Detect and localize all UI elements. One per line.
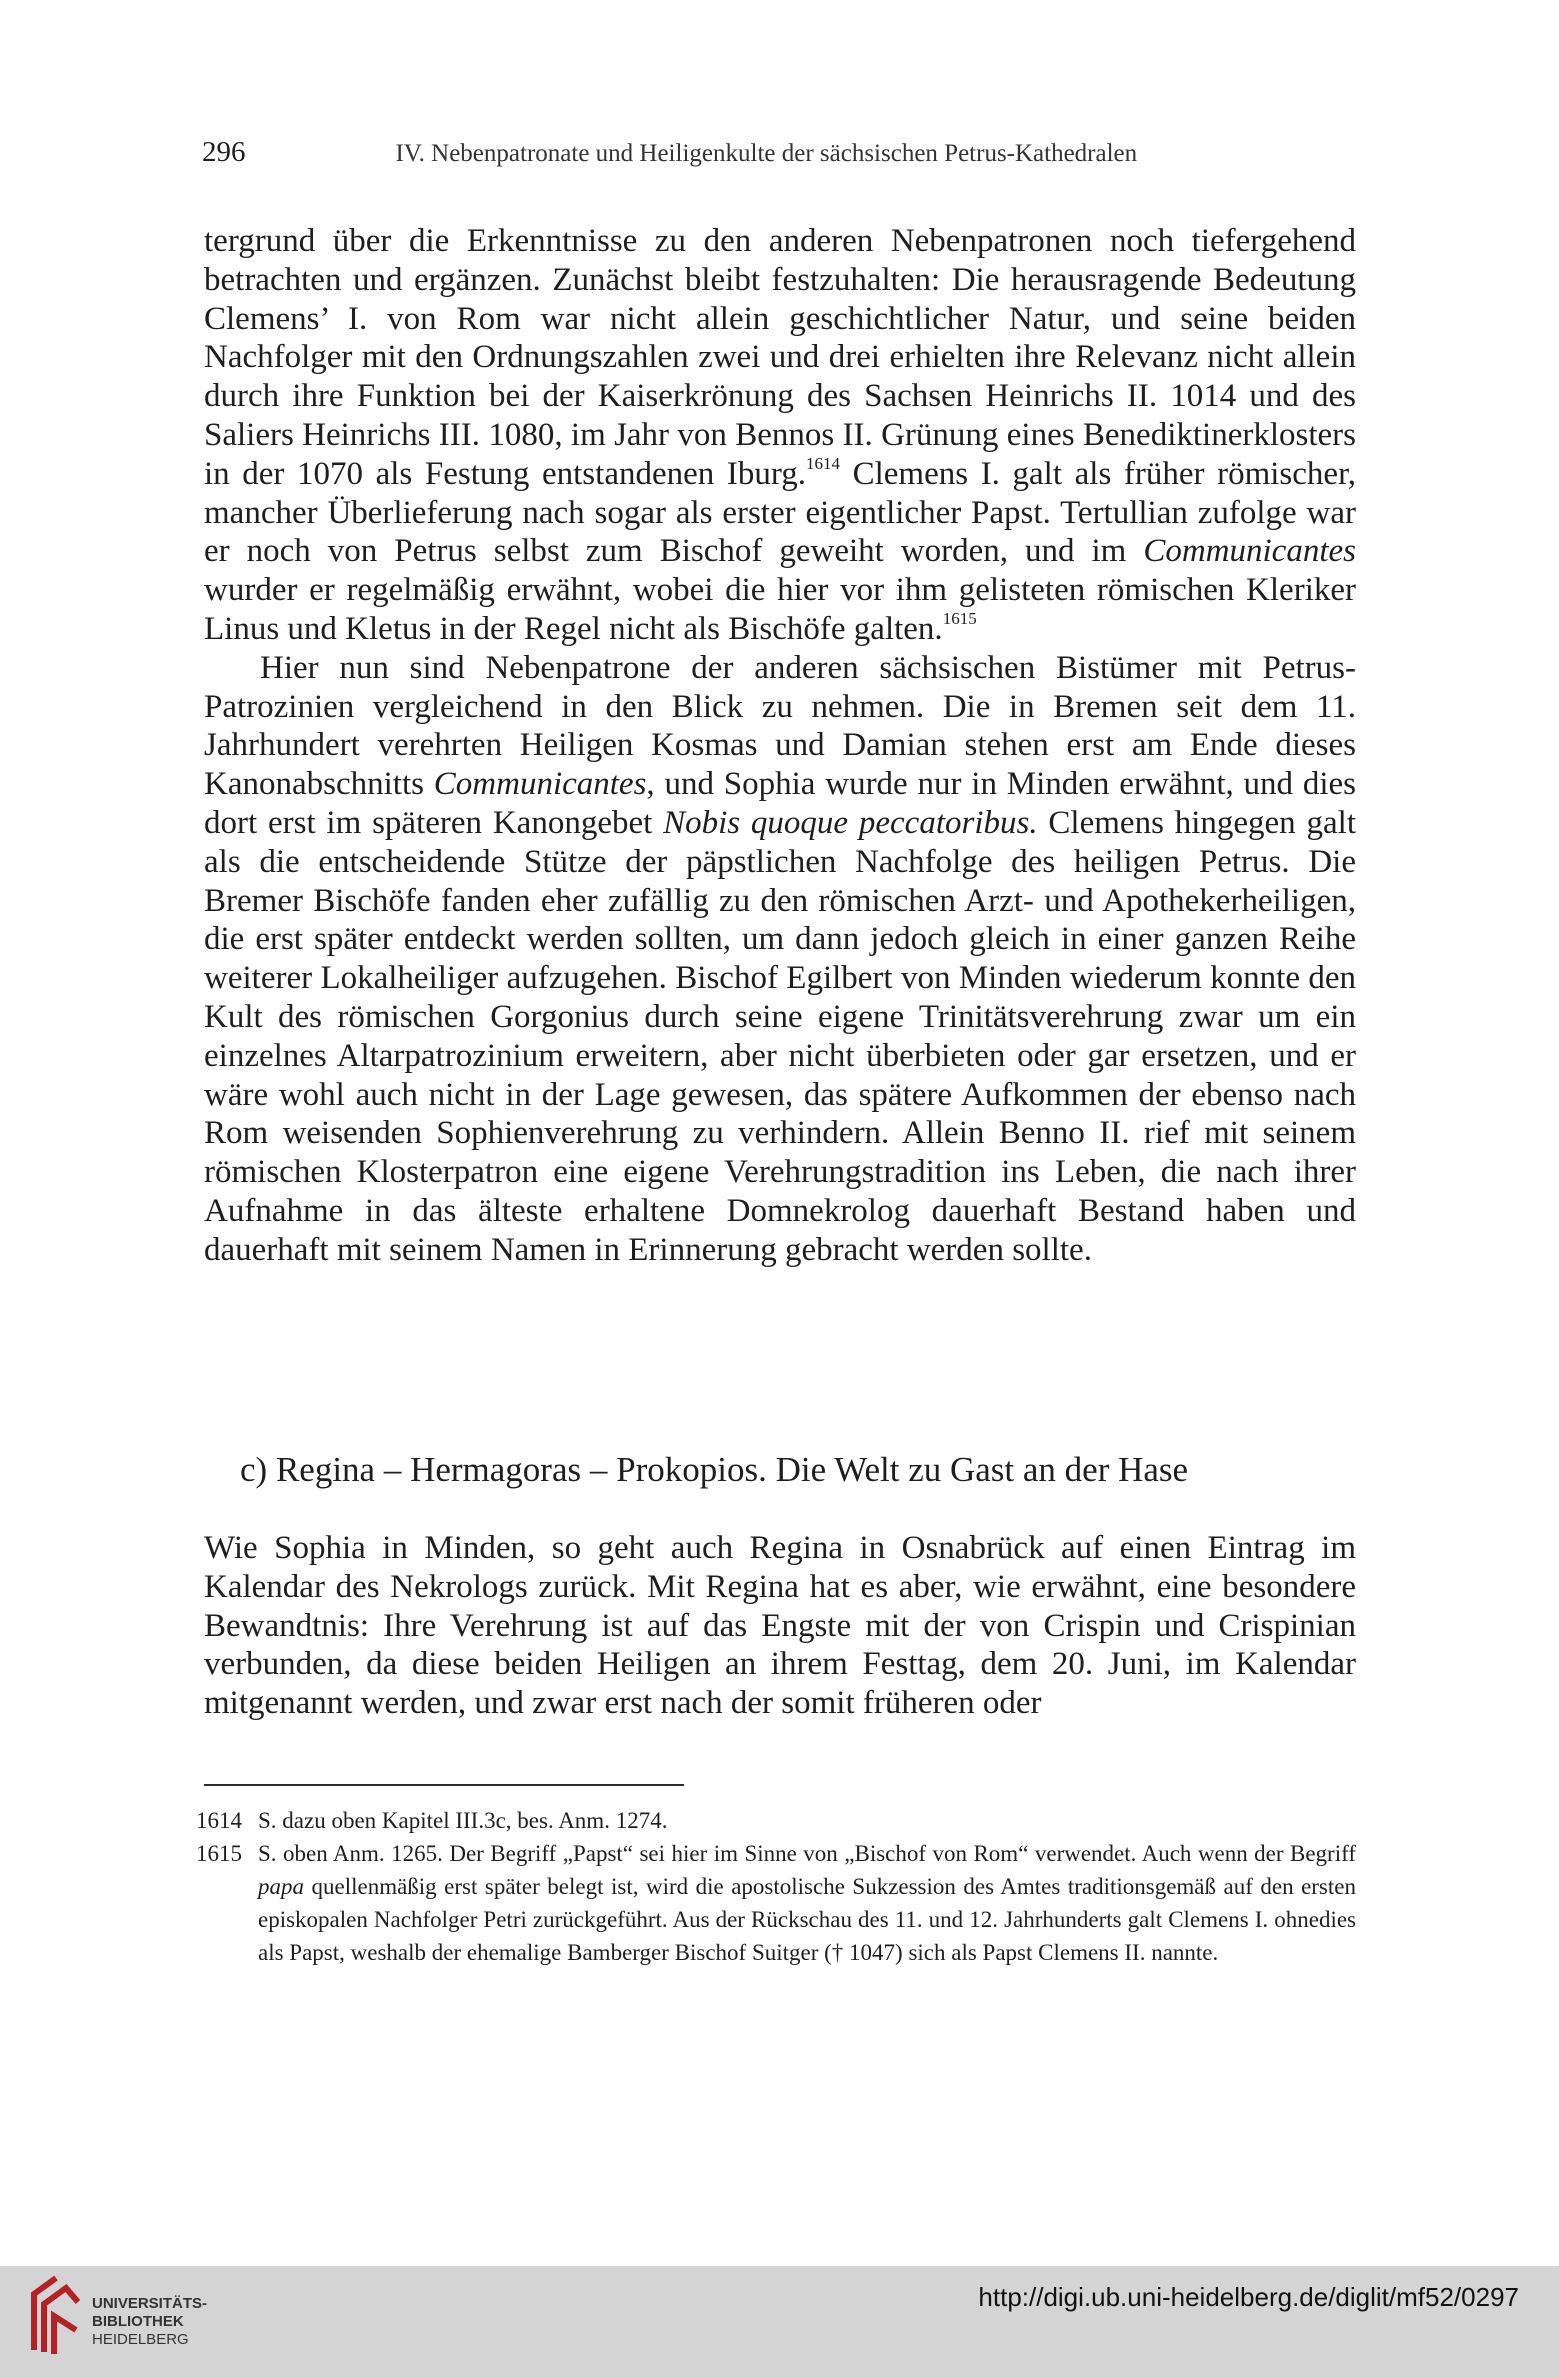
footnote-text: S. dazu oben Kapitel III.3c, bes. Anm. 1274. (258, 1808, 668, 1833)
library-name-line: HEIDELBERG (92, 2331, 189, 2348)
paragraph-text: wurder er regelmäßig erwähnt, wobei die hier vor ihm gelisteten römischen Kleriker Linus und Kletus in der Regel nicht als Bischöfe galten. (204, 572, 1356, 647)
section-heading: c) Regina – Hermagoras – Prokopios. Die Welt zu Gast an der Hase (240, 1450, 1189, 1489)
italic-term: papa (258, 1874, 304, 1899)
library-name-line: BIBLIOTHEK (92, 2313, 184, 2330)
footnote-number: 1615 (196, 1841, 242, 1866)
footnotes (196, 1804, 1356, 1969)
page-number: 296 (202, 136, 246, 168)
italic-term: Communicantes (433, 766, 647, 803)
footnote-ref-1614[interactable]: 1614 (806, 453, 840, 473)
footnote-number: 1614 (196, 1808, 242, 1833)
footnote-1614 (196, 1804, 1356, 1837)
paragraph-text: Hier nun sind Nebenpatrone der anderen sächsischen Bistümer mit Petrus-Patrozinien vergleichend in den Blick zu nehmen. Die in Bremen seit dem 11. Jahrhundert verehrten Heiligen Kosmas und Damian stehen erst am Ende dieses Kanonabschnitts (204, 649, 1356, 803)
running-head: IV. Nebenpatronate und Heiligenkulte der sächsischen Petrus-Kathedralen (395, 140, 1138, 167)
footnote-text-part: quellenmäßig erst später belegt ist, wird die apostolische Sukzession des Amtes traditionsgemäß auf den ersten episkopalen Nachfolger Petri zurückgeführt. Aus der Rückschau des 11. und 12. Jahrhunderts galt Clemens I. ohnedies als Papst, weshalb der ehemalige Bamberger Bischof Suitger († 1047) sich als Papst Clemens II. nannte. (258, 1874, 1356, 1965)
paragraph-text: Clemens hingegen galt als die entscheidende Stütze der päpstlichen Nachfolge des heiligen Petrus. Die Bremer Bischöfe fanden eher zufällig zu den römischen Arzt- und Apothekerheiligen, die erst später entdeckt werden sollten, um dann jedoch gleich in einer ganzen Reihe weiterer Lokalheiliger aufzugehen. Bischof Egilbert von Minden wiederum konnte den Kult des römischen Gorgonius durch seine eigene Trinitätsverehrung zwar um ein einzelnes Altarpatrozinium erweitern, aber nicht überbieten oder gar ersetzen, und er wäre wohl auch nicht in der Lage gewesen, das spätere Aufkommen der ebenso nach Rom weisenden Sophienverehrung zu verhindern. Allein Benno II. rief mit seinem römischen Klosterpatron eine eigene Verehrungstradition ins Leben, die nach ihrer Aufnahme in das älteste erhaltene Domnekrolog dauerhaft Bestand haben und dauerhaft mit seinem Namen in Erinnerung gebracht werden sollte. (204, 804, 1356, 1268)
library-logo-icon[interactable] (26, 2272, 84, 2358)
footnote-1615 (196, 1837, 1356, 1969)
library-name (92, 2295, 207, 2349)
body-text (204, 222, 1356, 1270)
page-header (202, 130, 1357, 176)
italic-term: Nobis quoque peccatoribus. (663, 804, 1038, 841)
paragraph-text: Clemens I. galt als früher römischer, mancher Überlieferung nach sogar als erster eigentlicher Papst. Tertullian zufolge war er noch von Petrus selbst zum Bischof geweiht worden, und im (204, 455, 1356, 570)
paragraph-text: tergrund über die Erkenntnisse zu den anderen Nebenpatronen noch tiefergehend betrachten und ergänzen. Zunächst bleibt festzuhalten: Die herausragende Bedeutung Clemens’ I. von Rom war nicht allein geschichtlicher Natur, und seine beiden Nachfolger mit den Ordnungszahlen zwei und drei erhielten ihre Relevanz nicht allein durch ihre Funktion bei der Kaiserkrönung des Sachsen Heinrichs II. 1014 und des Saliers Heinrichs III. 1080, im Jahr von Bennos II. Grünung eines Benediktinerklosters in der 1070 als Festung entstandenen Iburg. (204, 223, 1356, 492)
footnote-text (258, 1837, 1356, 1969)
footnote-ref-1615[interactable]: 1615 (942, 608, 977, 628)
footnote-text-part: S. oben Anm. 1265. Der Begriff „Papst“ sei hier im Sinne von „Bischof von Rom“ verwendet. Auch wenn der Begriff (258, 1841, 1356, 1866)
paragraph-1 (204, 222, 1356, 649)
library-name-line: UNIVERSITÄTS- (92, 2295, 208, 2312)
paragraph-2 (204, 649, 1356, 1270)
paragraph-3: Wie Sophia in Minden, so geht auch Regina in Osnabrück auf einen Eintrag im Kalendar des Nekrologs zurück. Mit Regina hat es aber, wie erwähnt, eine besondere Bewandtnis: Ihre Verehrung ist auf das Engste mit der von Crispin und Crispinian verbunden, da diese beiden Heiligen an ihrem Festtag, dem 20. Juni, im Kalendar mitgenannt werden, und zwar erst nach der somit früheren oder (204, 1530, 1356, 1722)
footnote-divider (204, 1784, 684, 1786)
paragraph-text: , und Sophia wurde nur in Minden erwähnt, und dies dort erst im späteren Kanongebet (204, 766, 1356, 841)
section-text (204, 1529, 1356, 1723)
italic-term: Communicantes (1143, 533, 1356, 570)
source-url-link[interactable]: http://digi.ub.uni-heidelberg.de/diglit/mf52/0297 (978, 2282, 1519, 2312)
